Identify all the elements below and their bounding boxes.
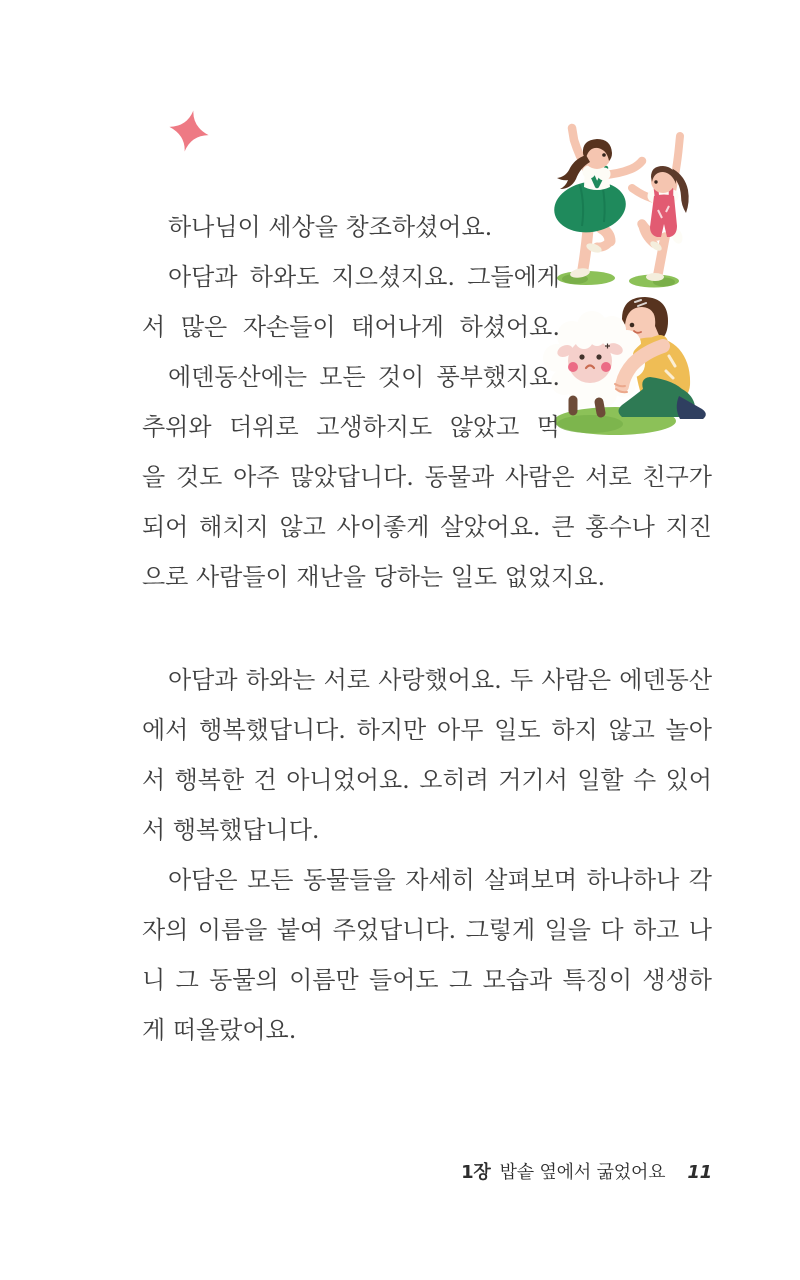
text-line: 에서 행복했답니다. 하지만 아무 일도 하지 않고 놀아	[142, 716, 712, 744]
story-text	[142, 202, 712, 1055]
sparkle-icon	[169, 110, 209, 152]
page-footer	[461, 1160, 712, 1186]
text-line: 하나님이 세상을 창조하셨어요.	[168, 213, 493, 241]
text-line: 서 많은 자손들이 태어나게 하셨어요.	[142, 313, 560, 341]
text-line: 을 것도 아주 많았답니다. 동물과 사람은 서로 친구가	[142, 463, 712, 491]
text-line: 아담과 하와는 서로 사랑했어요. 두 사람은 에덴동산	[168, 666, 712, 694]
text-line: 추위와 더위로 고생하지도 않았고 먹	[142, 413, 560, 441]
text-line: 되어 해치지 않고 사이좋게 살았어요. 큰 홍수나 지진	[142, 513, 712, 541]
text-line: 게 떠올랐어요.	[142, 1016, 297, 1044]
text-line: 으로 사람들이 재난을 당하는 일도 없었지요.	[142, 563, 606, 591]
text-line: 아담은 모든 동물들을 자세히 살펴보며 하나하나 각	[168, 866, 712, 894]
text-line: 자의 이름을 붙여 주었답니다. 그렇게 일을 다 하고 나	[142, 916, 712, 944]
text-line: 니 그 동물의 이름만 들어도 그 모습과 특징이 생생하	[142, 966, 712, 994]
chapter-label: 1장	[461, 1162, 491, 1183]
chapter-title: 밥솥 옆에서 굶었어요	[499, 1162, 666, 1183]
page-number: 11	[687, 1162, 712, 1183]
text-line: 아담과 하와도 지으셨지요. 그들에게	[168, 263, 560, 291]
sparkle-shape	[169, 110, 209, 152]
text-line: 서 행복한 건 아니었어요. 오히려 거기서 일할 수 있어	[142, 766, 712, 794]
text-line: 에덴동산에는 모든 것이 풍부했지요.	[168, 363, 560, 391]
text-line: 서 행복했답니다.	[142, 816, 320, 844]
